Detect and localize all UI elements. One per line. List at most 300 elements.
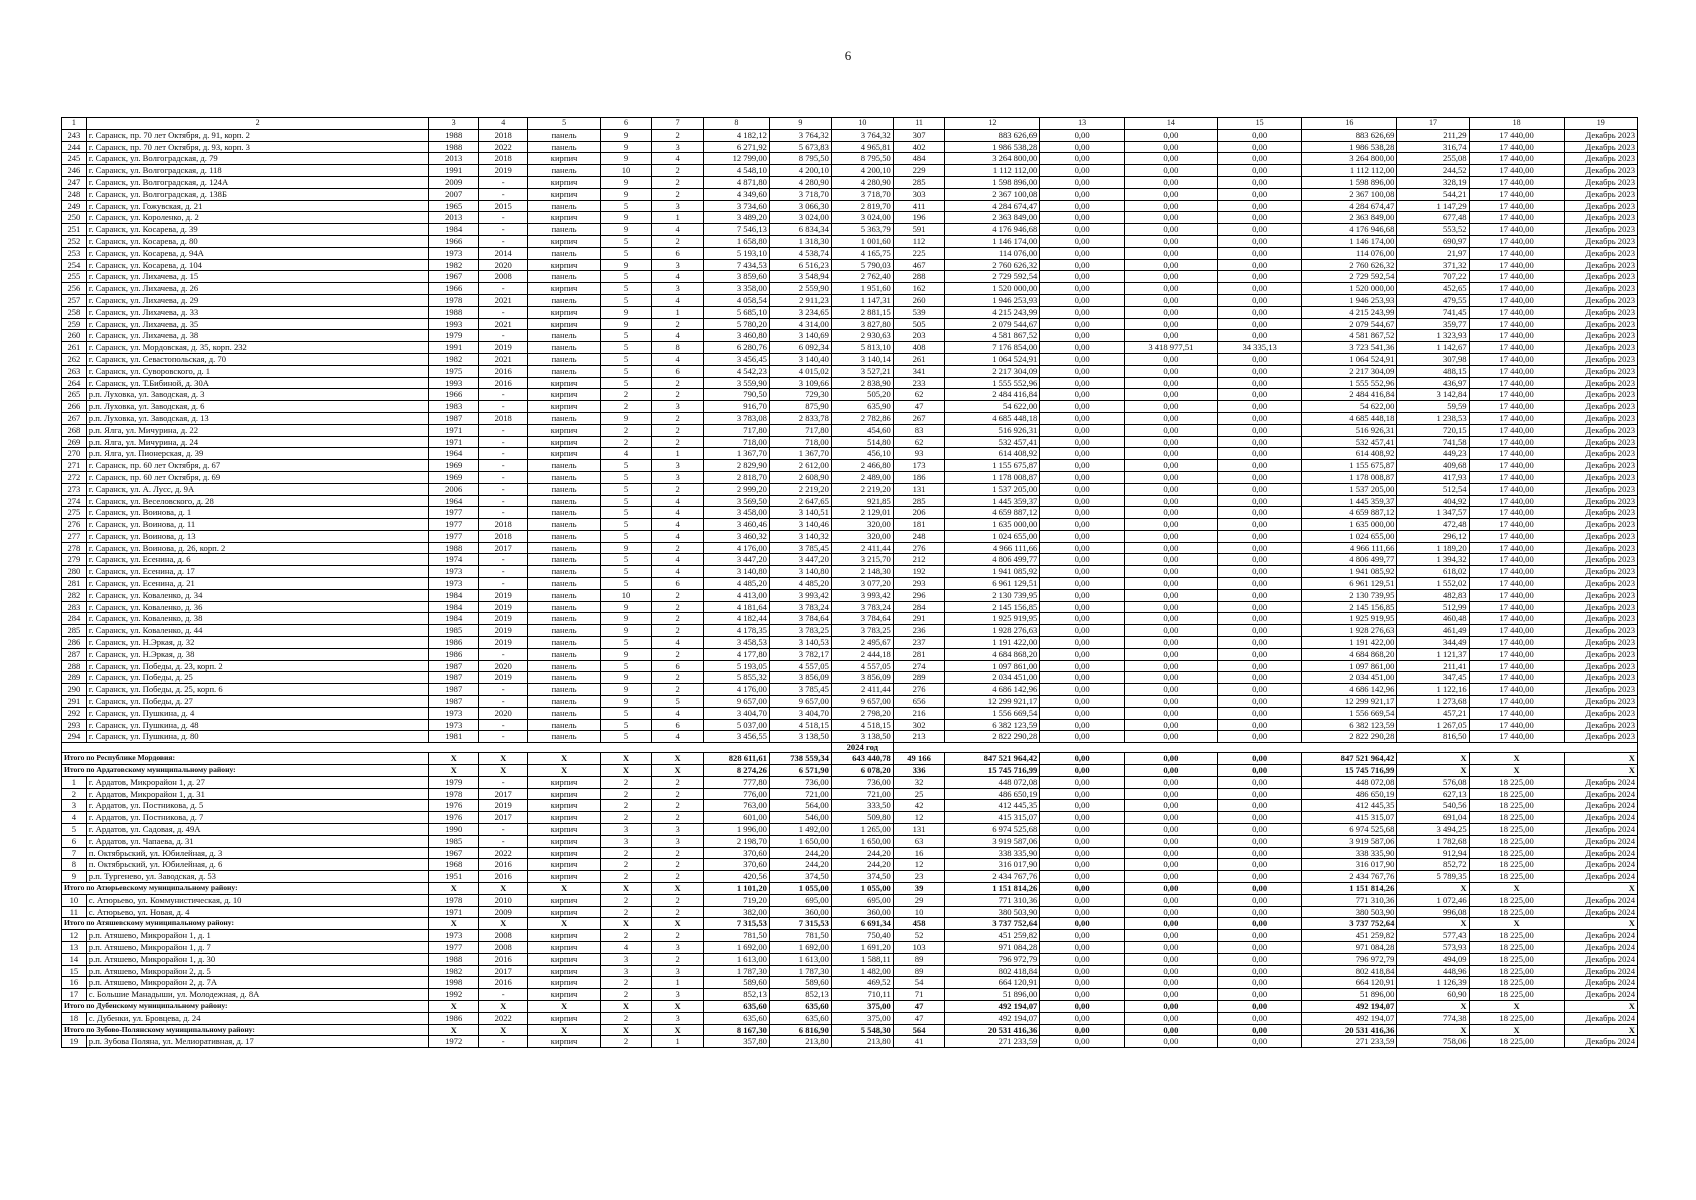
table-cell: 3 <box>652 989 704 1001</box>
table-cell: 0,00 <box>1217 684 1302 696</box>
table-row <box>62 776 1638 788</box>
table-cell: 2007 <box>429 188 479 200</box>
table-cell: Декабрь 2023 <box>1564 707 1637 719</box>
subtotal-cell: 1 151 814,26 <box>1302 883 1397 895</box>
subtotal-label: Итого по Ардатовскому муниципальному району: <box>62 765 429 777</box>
table-cell: 246 <box>62 165 87 177</box>
table-cell: 375,00 <box>831 1012 893 1024</box>
table-cell: 0,00 <box>1040 342 1125 354</box>
table-cell: 255 <box>62 271 87 283</box>
table-cell: 0,00 <box>1040 542 1125 554</box>
table-cell: панель <box>528 342 600 354</box>
table-row <box>62 342 1638 354</box>
table-cell: панель <box>528 271 600 283</box>
table-cell: 9 657,00 <box>831 696 893 708</box>
table-cell: 0,00 <box>1124 731 1217 743</box>
table-cell: 316,74 <box>1397 141 1469 153</box>
table-cell: 1 394,32 <box>1397 554 1469 566</box>
table-cell: Декабрь 2024 <box>1564 859 1637 871</box>
table-cell: 17 440,00 <box>1469 141 1564 153</box>
table-cell: 404,92 <box>1397 495 1469 507</box>
table-cell: 0,00 <box>1040 330 1125 342</box>
table-cell: Декабрь 2023 <box>1564 436 1637 448</box>
table-cell: панель <box>528 696 600 708</box>
table-cell: 0,00 <box>1124 483 1217 495</box>
table-cell: 0,00 <box>1124 894 1217 906</box>
table-cell: 16 <box>893 847 945 859</box>
table-cell: 8 795,50 <box>831 153 893 165</box>
table-cell: 2 <box>652 176 704 188</box>
table-cell: панель <box>528 589 600 601</box>
table-cell: 2018 <box>478 412 528 424</box>
table-cell: 0,00 <box>1217 401 1302 413</box>
table-cell: 4 686 142,96 <box>1302 684 1397 696</box>
table-cell: 10 <box>600 165 652 177</box>
table-cell: 2 <box>652 613 704 625</box>
table-cell: 1987 <box>429 660 479 672</box>
table-cell: 852,13 <box>703 989 769 1001</box>
table-cell: 89 <box>893 965 945 977</box>
table-cell: 5 <box>600 460 652 472</box>
table-cell: 0,00 <box>1124 672 1217 684</box>
table-cell: 0,00 <box>1217 153 1302 165</box>
table-cell: г. Саранск, ул. Коваленко, д. 36 <box>86 601 429 613</box>
table-cell: 0,00 <box>1040 530 1125 542</box>
year-heading-row <box>62 743 1638 753</box>
table-cell: 1 482,00 <box>831 965 893 977</box>
table-cell: 2 217 304,09 <box>1302 365 1397 377</box>
table-cell: 18 225,00 <box>1469 977 1564 989</box>
table-cell: 2 <box>652 483 704 495</box>
table-cell: 277 <box>62 530 87 542</box>
table-cell: 5 363,79 <box>831 224 893 236</box>
table-cell: 338 335,90 <box>945 847 1040 859</box>
table-cell: Декабрь 2023 <box>1564 519 1637 531</box>
table-cell: 4 <box>652 530 704 542</box>
table-cell: 17 440,00 <box>1469 153 1564 165</box>
table-cell: 2017 <box>478 812 528 824</box>
table-cell: 17 440,00 <box>1469 283 1564 295</box>
column-number: 18 <box>1469 118 1564 130</box>
table-cell: 5 <box>600 247 652 259</box>
table-cell: 1992 <box>429 989 479 1001</box>
table-cell: 4 176 946,68 <box>1302 224 1397 236</box>
table-cell: 59,59 <box>1397 401 1469 413</box>
table-cell: 12 <box>893 859 945 871</box>
table-cell: 1951 <box>429 871 479 883</box>
table-cell: 0,00 <box>1040 930 1125 942</box>
table-cell: 2 363 849,00 <box>1302 212 1397 224</box>
table-cell: 1 556 669,54 <box>1302 707 1397 719</box>
table-cell: 114 076,00 <box>1302 247 1397 259</box>
table-cell: 3 <box>652 835 704 847</box>
table-cell: 274 <box>893 660 945 672</box>
table-cell: 6 834,34 <box>769 224 831 236</box>
table-cell: 303 <box>893 188 945 200</box>
table-cell: 1 122,16 <box>1397 684 1469 696</box>
table-cell: 2 729 592,54 <box>1302 271 1397 283</box>
table-cell: 93 <box>893 448 945 460</box>
table-cell: 18 225,00 <box>1469 871 1564 883</box>
table-cell: 1 555 552,96 <box>1302 377 1397 389</box>
subtotal-cell: 1 151 814,26 <box>945 883 1040 895</box>
table-cell: 0,00 <box>1124 377 1217 389</box>
table-cell: 4 581 867,52 <box>945 330 1040 342</box>
table-cell: 0,00 <box>1217 448 1302 460</box>
table-cell: - <box>478 235 528 247</box>
table-cell: 282 <box>62 589 87 601</box>
table-row <box>62 460 1638 472</box>
table-row <box>62 176 1638 188</box>
table-cell: 1972 <box>429 1036 479 1048</box>
table-row <box>62 684 1638 696</box>
table-cell: 448,96 <box>1397 965 1469 977</box>
table-cell: панель <box>528 672 600 684</box>
subtotal-cell: X <box>652 883 704 895</box>
column-number: 12 <box>945 118 1040 130</box>
table-cell: г. Саранск, пр. 60 лет Октября, д. 67 <box>86 460 429 472</box>
table-cell: - <box>478 283 528 295</box>
table-cell: 2 <box>652 776 704 788</box>
table-cell: Декабрь 2023 <box>1564 412 1637 424</box>
subtotal-cell: 20 531 416,36 <box>945 1024 1040 1036</box>
table-cell: 275 <box>62 507 87 519</box>
table-cell: 532 457,41 <box>1302 436 1397 448</box>
table-row <box>62 1012 1638 1024</box>
table-cell: 18 225,00 <box>1469 812 1564 824</box>
table-cell: 0,00 <box>1040 294 1125 306</box>
table-cell: 1973 <box>429 247 479 259</box>
table-cell: 1988 <box>429 129 479 141</box>
table-cell: 0,00 <box>1217 554 1302 566</box>
table-cell: 4 966 111,66 <box>1302 542 1397 554</box>
table-cell: 17 <box>62 989 87 1001</box>
table-cell: 721,00 <box>769 788 831 800</box>
table-row <box>62 271 1638 283</box>
table-cell: 0,00 <box>1217 871 1302 883</box>
table-cell: Декабрь 2023 <box>1564 542 1637 554</box>
table-cell: 1966 <box>429 389 479 401</box>
table-cell: - <box>478 507 528 519</box>
table-cell: 1 <box>652 1036 704 1048</box>
table-cell: 0,00 <box>1124 953 1217 965</box>
table-cell: 1 146 174,00 <box>945 235 1040 247</box>
table-cell: 3 <box>652 200 704 212</box>
table-cell: 17 440,00 <box>1469 483 1564 495</box>
table-cell: 18 225,00 <box>1469 776 1564 788</box>
table-cell: 2 129,01 <box>831 507 893 519</box>
table-cell: 4 557,05 <box>769 660 831 672</box>
table-cell: 0,00 <box>1124 859 1217 871</box>
column-number: 15 <box>1217 118 1302 130</box>
table-cell: 285 <box>62 625 87 637</box>
table-cell: 382,00 <box>703 906 769 918</box>
table-cell: г. Саранск, ул. Суворовского, д. 1 <box>86 365 429 377</box>
table-cell: 1983 <box>429 401 479 413</box>
table-cell: 276 <box>893 542 945 554</box>
table-cell: панель <box>528 566 600 578</box>
table-cell: 5 <box>600 365 652 377</box>
table-cell: 1 097 861,00 <box>945 660 1040 672</box>
table-cell: 1991 <box>429 165 479 177</box>
table-cell: 0,00 <box>1040 401 1125 413</box>
table-cell: г. Саранск, ул. Воинова, д. 13 <box>86 530 429 542</box>
table-cell: 758,06 <box>1397 1036 1469 1048</box>
table-cell: 0,00 <box>1124 542 1217 554</box>
table-cell: 1988 <box>429 542 479 554</box>
table-cell: 2 484 416,84 <box>1302 389 1397 401</box>
subtotal-cell: 0,00 <box>1040 918 1125 930</box>
table-cell: панель <box>528 247 600 259</box>
table-cell: 267 <box>893 412 945 424</box>
table-cell: 1985 <box>429 835 479 847</box>
table-cell: 1 178 008,87 <box>945 471 1040 483</box>
table-cell: г. Ардатов, ул. Садовая, д. 49А <box>86 824 429 836</box>
table-cell: г. Саранск, ул. Короленко, д. 2 <box>86 212 429 224</box>
table-cell: 17 440,00 <box>1469 389 1564 401</box>
table-cell: - <box>478 424 528 436</box>
table-cell: 4 581 867,52 <box>1302 330 1397 342</box>
table-cell: г. Саранск, ул. Косарева, д. 80 <box>86 235 429 247</box>
subtotal-cell: X <box>600 918 652 930</box>
subtotal-cell: 15 745 716,99 <box>945 765 1040 777</box>
table-cell: 1 001,60 <box>831 235 893 247</box>
table-cell: г. Саранск, ул. Лихачева, д. 15 <box>86 271 429 283</box>
table-cell: 1 613,00 <box>769 953 831 965</box>
table-cell: кирпич <box>528 835 600 847</box>
table-cell: 2 489,00 <box>831 471 893 483</box>
table-cell: 0,00 <box>1040 731 1125 743</box>
table-cell: - <box>478 401 528 413</box>
table-cell: 0,00 <box>1124 129 1217 141</box>
table-cell: 10 <box>62 894 87 906</box>
table-cell: 0,00 <box>1217 389 1302 401</box>
table-cell: панель <box>528 507 600 519</box>
table-cell: 3 559,90 <box>703 377 769 389</box>
subtotal-cell: 39 <box>893 883 945 895</box>
table-cell: 12 299 921,17 <box>1302 696 1397 708</box>
table-cell: Декабрь 2024 <box>1564 871 1637 883</box>
table-cell: 2017 <box>478 788 528 800</box>
table-cell: 467 <box>893 259 945 271</box>
table-cell: 251 <box>62 224 87 236</box>
table-row <box>62 212 1638 224</box>
table-cell: 266 <box>62 401 87 413</box>
column-number: 8 <box>703 118 769 130</box>
table-cell: 0,00 <box>1124 554 1217 566</box>
table-cell: 3 764,32 <box>831 129 893 141</box>
table-cell: 2 <box>652 953 704 965</box>
table-cell: Декабрь 2023 <box>1564 259 1637 271</box>
column-number: 6 <box>600 118 652 130</box>
table-cell: 0,00 <box>1124 294 1217 306</box>
table-cell: 63 <box>893 835 945 847</box>
table-cell: 7 <box>62 847 87 859</box>
table-cell: 4 <box>600 448 652 460</box>
subtotal-cell: 6 078,20 <box>831 765 893 777</box>
table-cell: 1 155 675,87 <box>1302 460 1397 472</box>
table-cell: 0,00 <box>1040 283 1125 295</box>
table-cell: кирпич <box>528 424 600 436</box>
table-cell: 1973 <box>429 707 479 719</box>
table-cell: 2 <box>600 812 652 824</box>
table-cell: 4 659 887,12 <box>945 507 1040 519</box>
table-cell: Декабрь 2023 <box>1564 589 1637 601</box>
table-cell: 3 527,21 <box>831 365 893 377</box>
table-cell: с. Атюрьево, ул. Коммунистическая, д. 10 <box>86 894 429 906</box>
table-cell: 402 <box>893 141 945 153</box>
table-cell: 6 974 525,68 <box>945 824 1040 836</box>
subtotal-cell: 0,00 <box>1124 883 1217 895</box>
table-cell: 1 555 552,96 <box>945 377 1040 389</box>
table-cell: 0,00 <box>1217 859 1302 871</box>
table-cell: Декабрь 2023 <box>1564 176 1637 188</box>
table-cell: 3 <box>652 824 704 836</box>
table-cell: г. Ардатов, Микрорайон 1, д. 31 <box>86 788 429 800</box>
table-cell: 276 <box>62 519 87 531</box>
table-cell: 17 440,00 <box>1469 707 1564 719</box>
table-cell: 2 <box>652 859 704 871</box>
table-cell: 9 657,00 <box>703 696 769 708</box>
table-cell: 2 <box>600 906 652 918</box>
table-cell: 5 193,05 <box>703 660 769 672</box>
table-cell: 5 780,20 <box>703 318 769 330</box>
table-cell: 1 941 085,92 <box>945 566 1040 578</box>
table-cell: 1 635 000,00 <box>945 519 1040 531</box>
table-cell: - <box>478 436 528 448</box>
table-row <box>62 471 1638 483</box>
table-cell: 7 176 854,00 <box>945 342 1040 354</box>
table-cell: 258 <box>62 306 87 318</box>
table-cell: 13 <box>62 941 87 953</box>
table-cell: 691,04 <box>1397 812 1469 824</box>
table-cell: 0,00 <box>1040 601 1125 613</box>
table-cell: 244,52 <box>1397 165 1469 177</box>
table-cell: 0,00 <box>1124 153 1217 165</box>
table-cell: 4 548,10 <box>703 165 769 177</box>
subtotal-cell: 564 <box>893 1024 945 1036</box>
table-cell: 3 140,51 <box>769 507 831 519</box>
table-cell: панель <box>528 353 600 365</box>
table-cell: 472,48 <box>1397 519 1469 531</box>
table-cell: 2019 <box>478 613 528 625</box>
table-cell: 17 440,00 <box>1469 495 1564 507</box>
subtotal-row <box>62 1024 1638 1036</box>
table-cell: 2 <box>600 989 652 1001</box>
table-cell: 635,90 <box>831 401 893 413</box>
table-cell: кирпич <box>528 283 600 295</box>
table-cell: 307,98 <box>1397 353 1469 365</box>
subtotal-cell: X <box>478 1024 528 1036</box>
table-cell: Декабрь 2023 <box>1564 554 1637 566</box>
table-cell: 5 <box>600 200 652 212</box>
table-row <box>62 519 1638 531</box>
column-number: 7 <box>652 118 704 130</box>
table-cell: 971 084,28 <box>1302 941 1397 953</box>
table-cell: 4 200,10 <box>769 165 831 177</box>
table-cell: 2018 <box>478 129 528 141</box>
table-cell: 3 919 587,06 <box>945 835 1040 847</box>
table-cell: 51 896,00 <box>945 989 1040 1001</box>
table-cell: Декабрь 2023 <box>1564 530 1637 542</box>
table-cell: 1973 <box>429 719 479 731</box>
table-cell: 17 440,00 <box>1469 589 1564 601</box>
table-cell: с. Дубенки, ул. Бровцева, д. 24 <box>86 1012 429 1024</box>
table-cell: 4 <box>652 637 704 649</box>
subtotal-cell: 7 315,53 <box>703 918 769 930</box>
table-cell: кирпич <box>528 259 600 271</box>
table-cell: 18 225,00 <box>1469 800 1564 812</box>
subtotal-cell: 7 315,53 <box>769 918 831 930</box>
table-cell: 5 789,35 <box>1397 871 1469 883</box>
table-cell: 3 783,24 <box>831 601 893 613</box>
table-cell: 781,50 <box>703 930 769 942</box>
table-cell: 0,00 <box>1124 871 1217 883</box>
table-cell: 272 <box>62 471 87 483</box>
table-cell: 0,00 <box>1040 589 1125 601</box>
table-cell: 3 785,45 <box>769 542 831 554</box>
table-cell: 0,00 <box>1217 294 1302 306</box>
table-cell: 6 516,23 <box>769 259 831 271</box>
table-cell: 17 440,00 <box>1469 578 1564 590</box>
table-row <box>62 847 1638 859</box>
table-cell: 1982 <box>429 353 479 365</box>
table-cell: - <box>478 824 528 836</box>
table-cell: 750,40 <box>831 930 893 942</box>
table-cell: 4 349,60 <box>703 188 769 200</box>
table-cell: 0,00 <box>1217 613 1302 625</box>
table-cell: 293 <box>893 578 945 590</box>
table-cell: 131 <box>893 483 945 495</box>
table-cell: 3 827,80 <box>831 318 893 330</box>
table-cell: 1 787,30 <box>703 965 769 977</box>
table-cell: 0,00 <box>1217 176 1302 188</box>
table-cell: 370,60 <box>703 847 769 859</box>
table-cell: 2 130 739,95 <box>1302 589 1397 601</box>
table-cell: 54 <box>893 977 945 989</box>
table-cell: 0,00 <box>1217 989 1302 1001</box>
table-cell: р.п. Луховка, ул. Заводская, д. 13 <box>86 412 429 424</box>
table-cell: 1971 <box>429 906 479 918</box>
table-cell: 1 520 000,00 <box>945 283 1040 295</box>
table-cell: 469,52 <box>831 977 893 989</box>
table-cell: 380 503,90 <box>1302 906 1397 918</box>
table-cell: 264 <box>62 377 87 389</box>
subtotal-cell: X <box>1564 883 1637 895</box>
table-cell: 248 <box>893 530 945 542</box>
table-cell: Декабрь 2023 <box>1564 212 1637 224</box>
table-cell: 4 <box>600 941 652 953</box>
table-cell: 0,00 <box>1217 271 1302 283</box>
table-cell: 338 335,90 <box>1302 847 1397 859</box>
table-cell: 996,08 <box>1397 906 1469 918</box>
table-cell: р.п. Атяшево, Микрорайон 2, д. 7А <box>86 977 429 989</box>
table-cell: - <box>478 188 528 200</box>
table-cell: 5 037,00 <box>703 719 769 731</box>
table-cell: 2 145 156,85 <box>945 601 1040 613</box>
table-cell: 17 440,00 <box>1469 684 1564 696</box>
table-cell: 2014 <box>478 247 528 259</box>
table-cell: 1973 <box>429 930 479 942</box>
table-cell: 244 <box>62 141 87 153</box>
table-row <box>62 788 1638 800</box>
table-cell: 3 783,24 <box>769 601 831 613</box>
table-cell: 408 <box>893 342 945 354</box>
table-cell: 411 <box>893 200 945 212</box>
table-cell: кирпич <box>528 188 600 200</box>
table-cell: 289 <box>893 672 945 684</box>
table-cell: 601,00 <box>703 812 769 824</box>
